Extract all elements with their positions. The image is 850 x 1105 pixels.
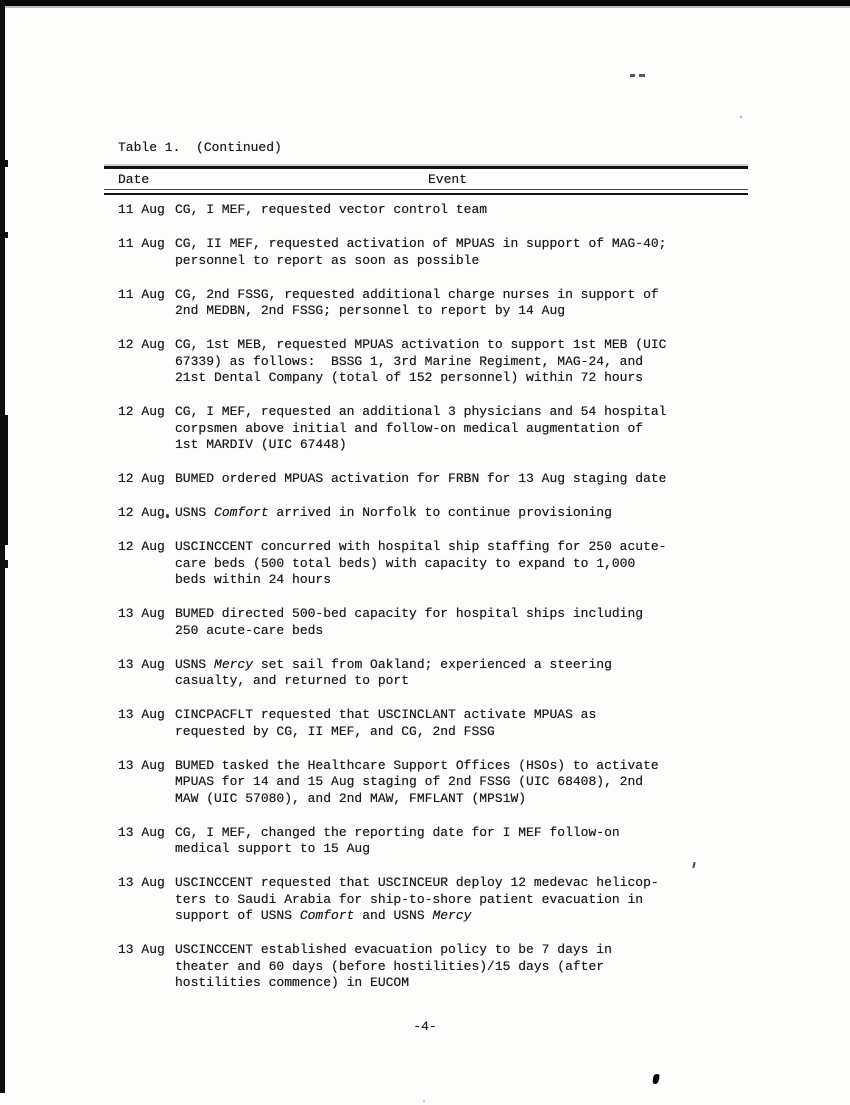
ship-name: Comfort bbox=[299, 908, 355, 923]
ship-name: Comfort bbox=[214, 505, 269, 520]
column-header-event: Event bbox=[428, 172, 468, 187]
date-cell: 13 Aug bbox=[118, 757, 165, 773]
date-cell: 11 Aug bbox=[118, 202, 165, 217]
date-cell: 11 Aug bbox=[118, 286, 165, 302]
table-row bbox=[118, 707, 758, 740]
event-text: CG, 1st MEB, requested MPUAS activation to support 1st MEB (UIC bbox=[175, 337, 667, 352]
event-text: BUMED tasked the Healthcare Support Offices (HSOs) to activate bbox=[175, 757, 659, 773]
event-cell bbox=[175, 236, 758, 269]
table-row bbox=[118, 505, 758, 522]
event-text: 21st Dental Company (total of 152 personnel) within 72 hours bbox=[175, 370, 644, 385]
scan-edge-tick bbox=[4, 232, 8, 238]
event-line bbox=[175, 942, 758, 959]
event-text: MPUAS for 14 and 15 Aug staging of 2nd FSSG (UIC 68408), 2nd bbox=[175, 774, 644, 789]
event-line bbox=[175, 623, 758, 640]
event-text: BUMED directed 500-bed capacity for hospital ships including bbox=[175, 606, 644, 621]
event-cell bbox=[175, 657, 758, 690]
event-line bbox=[175, 471, 758, 488]
table-row bbox=[118, 236, 758, 269]
event-text: USCINCCENT concurred with hospital ship staffing for 250 acute- bbox=[175, 539, 667, 554]
scan-artifact-ink-speck bbox=[652, 1074, 659, 1085]
event-text: arrived in Norfolk to continue provisioning bbox=[268, 505, 612, 520]
event-text: 1st MARDIV (UIC 67448) bbox=[175, 437, 347, 452]
date-cell: 12 Aug bbox=[118, 505, 165, 520]
scan-artifact-dashes bbox=[630, 74, 645, 77]
date-cell: 12 Aug bbox=[118, 404, 165, 419]
column-header-date: Date bbox=[118, 172, 150, 187]
date-cell: 13 Aug bbox=[118, 824, 165, 840]
scan-border-left-thick bbox=[0, 415, 8, 545]
ship-name: Mercy bbox=[214, 656, 254, 672]
event-text: support of USNS bbox=[175, 908, 300, 923]
page-number: -4- bbox=[413, 1019, 437, 1034]
event-text: requested by CG, II MEF, and CG, 2nd FSSG bbox=[175, 723, 495, 739]
event-text: CG, II MEF, requested activation of MPUAS in support of MAG-40; bbox=[175, 236, 667, 251]
table-row bbox=[118, 337, 758, 387]
date-cell: 13 Aug bbox=[118, 707, 165, 722]
event-text: theater and 60 days (before hostilities)/15 days (after bbox=[175, 958, 605, 974]
event-text: corpsmen above initial and follow-on medical augmentation of bbox=[175, 420, 644, 436]
event-line bbox=[175, 875, 758, 892]
event-text: and USNS bbox=[354, 908, 433, 923]
table-row bbox=[118, 942, 758, 992]
event-line bbox=[175, 287, 758, 304]
event-text: beds within 24 hours bbox=[175, 572, 332, 587]
event-text: CG, I MEF, requested vector control team bbox=[175, 202, 488, 217]
table-row bbox=[118, 471, 758, 488]
table-row bbox=[118, 875, 758, 925]
event-text: CG, I MEF, requested an additional 3 physicians and 54 hospital bbox=[175, 404, 667, 419]
event-text: casualty, and returned to port bbox=[175, 673, 410, 688]
event-cell bbox=[175, 875, 758, 925]
table-row bbox=[118, 404, 758, 454]
event-text: CINCPACFLT requested that USCINCLANT activate MPUAS as bbox=[175, 707, 597, 722]
table-title: Table 1. (Continued) bbox=[118, 140, 282, 155]
event-cell bbox=[175, 287, 758, 320]
event-line bbox=[175, 303, 758, 320]
table-row bbox=[118, 202, 758, 219]
event-text: personnel to report as soon as possible bbox=[175, 252, 480, 268]
event-text: MAW (UIC 57080), and 2nd MAW, FMFLANT (MPS1W) bbox=[175, 790, 527, 806]
event-text: 2nd MEDBN, 2nd FSSG; personnel to report by 14 Aug bbox=[175, 303, 566, 318]
table-rule-header-bottom bbox=[104, 193, 748, 195]
scan-edge-tick bbox=[4, 560, 8, 568]
event-text: set sail from Oakland; experienced a steering bbox=[253, 656, 612, 672]
event-cell bbox=[175, 337, 758, 387]
event-line bbox=[175, 657, 758, 674]
event-line bbox=[175, 236, 758, 253]
event-text: USNS bbox=[175, 505, 215, 520]
event-cell bbox=[175, 942, 758, 992]
event-cell bbox=[175, 539, 758, 589]
event-text: hostilities commence) in EUCOM bbox=[175, 975, 410, 990]
date-cell: 13 Aug bbox=[118, 942, 165, 957]
event-line bbox=[175, 437, 758, 454]
date-cell: 13 Aug bbox=[118, 656, 165, 672]
table-row bbox=[118, 539, 758, 589]
event-cell bbox=[175, 202, 758, 219]
scan-border-top-smear bbox=[0, 6, 850, 8]
event-text: care beds (500 total beds) with capacity to expand to 1,000 bbox=[175, 555, 636, 571]
table-row bbox=[118, 758, 758, 808]
table-row bbox=[118, 606, 758, 639]
event-line bbox=[175, 354, 758, 371]
event-line bbox=[175, 253, 758, 270]
table-rule-header-underline bbox=[104, 189, 748, 191]
date-cell: 13 Aug bbox=[118, 875, 165, 890]
event-cell bbox=[175, 505, 758, 522]
event-line bbox=[175, 908, 758, 925]
event-line bbox=[175, 202, 758, 219]
event-text: BUMED ordered MPUAS activation for FRBN for 13 Aug staging date bbox=[175, 471, 667, 486]
event-line bbox=[175, 959, 758, 976]
event-text: medical support to 15 Aug bbox=[175, 841, 371, 856]
event-line bbox=[175, 421, 758, 438]
event-text: USNS bbox=[175, 656, 215, 672]
event-text: ters to Saudi Arabia for ship-to-shore patient evacuation in bbox=[175, 891, 644, 907]
event-line bbox=[175, 758, 758, 775]
event-line bbox=[175, 370, 758, 387]
event-text: USCINCCENT established evacuation policy to be 7 days in bbox=[175, 942, 612, 957]
event-cell bbox=[175, 707, 758, 740]
event-line bbox=[175, 673, 758, 690]
event-line bbox=[175, 404, 758, 421]
table-row bbox=[118, 287, 758, 320]
event-line bbox=[175, 707, 758, 724]
event-cell bbox=[175, 471, 758, 488]
table-row bbox=[118, 825, 758, 858]
event-line bbox=[175, 556, 758, 573]
event-line bbox=[175, 892, 758, 909]
event-line bbox=[175, 774, 758, 791]
event-text: CG, 2nd FSSG, requested additional charge nurses in support of bbox=[175, 286, 659, 302]
scan-artifact-stray-period bbox=[166, 514, 169, 518]
event-line bbox=[175, 975, 758, 992]
event-table-body bbox=[118, 202, 758, 1009]
event-line bbox=[175, 572, 758, 589]
scan-artifact-dot bbox=[423, 1100, 425, 1102]
event-line bbox=[175, 791, 758, 808]
table-row bbox=[118, 657, 758, 690]
scan-edge-tick bbox=[4, 160, 8, 167]
event-line bbox=[175, 841, 758, 858]
event-text: 250 acute-care beds bbox=[175, 622, 324, 638]
event-line bbox=[175, 825, 758, 842]
event-text: 67339) as follows: BSSG 1, 3rd Marine Regiment, MAG-24, and bbox=[175, 353, 644, 369]
event-line bbox=[175, 724, 758, 741]
table-rule-top bbox=[104, 166, 748, 169]
event-cell bbox=[175, 825, 758, 858]
ship-name: Mercy bbox=[432, 908, 472, 923]
date-cell: 12 Aug bbox=[118, 471, 165, 486]
event-cell bbox=[175, 758, 758, 808]
date-cell: 11 Aug bbox=[118, 236, 165, 251]
event-cell bbox=[175, 606, 758, 639]
date-cell: 12 Aug bbox=[118, 337, 165, 352]
event-line bbox=[175, 505, 758, 522]
event-line bbox=[175, 539, 758, 556]
event-cell bbox=[175, 404, 758, 454]
event-text: CG, I MEF, changed the reporting date for I MEF follow-on bbox=[175, 824, 620, 840]
event-text: USCINCCENT requested that USCINCEUR deploy 12 medevac helicop- bbox=[175, 875, 659, 890]
event-line bbox=[175, 606, 758, 623]
date-cell: 13 Aug bbox=[118, 606, 165, 621]
date-cell: 12 Aug bbox=[118, 539, 165, 554]
scan-artifact-dot bbox=[740, 116, 742, 118]
event-line bbox=[175, 337, 758, 354]
